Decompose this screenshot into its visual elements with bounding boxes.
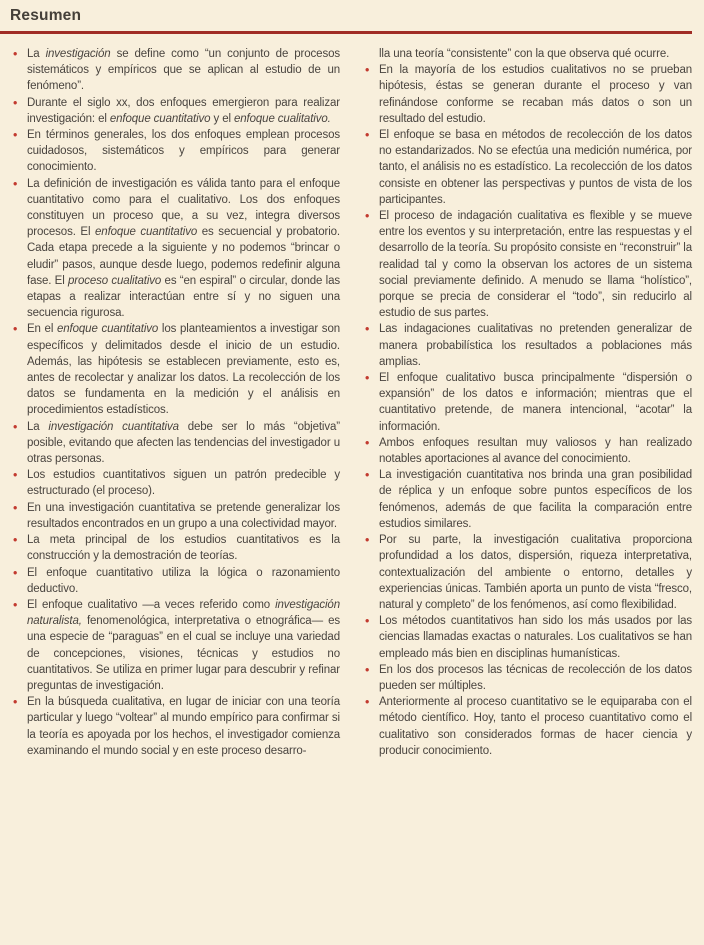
bullet-icon: • xyxy=(13,128,18,143)
page-title: Resumen xyxy=(10,7,82,24)
list-item xyxy=(362,127,692,208)
list-item xyxy=(362,467,692,532)
bullet-icon: • xyxy=(13,468,18,483)
list-item-text: El proceso de indagación cualitativa es flexible y se mueve entre los eventos y su interpretación, entre las respuestas y el desarrollo de la teoría. Su propósito consiste en “reconstruir” la realidad tal y como la observan los actores de un sistema social previamente definido. A menudo se llama “holístico”, porque se precia de considerar el “todo”, sin reducirlo al estudio de sus partes. xyxy=(379,210,692,320)
left-column xyxy=(10,46,340,759)
list-item xyxy=(10,500,340,532)
bullet-icon: • xyxy=(365,695,370,710)
list-item xyxy=(362,532,692,613)
list-item xyxy=(10,694,340,759)
list-item xyxy=(10,467,340,499)
bullet-icon: • xyxy=(13,533,18,548)
title-divider xyxy=(0,31,692,34)
bullet-icon: • xyxy=(13,597,18,612)
list-item-text: Los estudios cuantitativos siguen un patrón predecible y estructurado (el proceso). xyxy=(27,469,340,498)
list-item xyxy=(10,597,340,694)
bullet-icon: • xyxy=(365,322,370,337)
list-item-text: La investigación cuantitativa nos brinda una gran posibilidad de réplica y un enfoque sobre puntos específicos de los fenómenos, además de que facilita la comparación entre estudios similares. xyxy=(379,469,692,530)
list-item-text: En una investigación cuantitativa se pretende generalizar los resultados encontrados en un grupo a una colectividad mayor. xyxy=(27,501,340,530)
list-item-text: Ambos enfoques resultan muy valiosos y han realizado notables aportaciones al avance del conocimiento. xyxy=(379,436,692,466)
list-item xyxy=(10,321,340,418)
list-item xyxy=(10,565,340,597)
list-item xyxy=(362,208,692,321)
bullet-icon: • xyxy=(13,419,18,434)
list-item xyxy=(10,95,340,127)
bullet-icon: • xyxy=(13,322,18,337)
list-item-text: El enfoque cualitativo —a veces referido como investigación naturalista, fenomenológica, interpretativa o etnográfica— es una especie de “paraguas” en el cual se incluye una variedad de concepciones, visiones, técnicas y estudios no cuantitativos. Se utiliza en primer lugar para descubrir y refinar preguntas de investigación. xyxy=(27,598,340,692)
bullet-icon: • xyxy=(365,533,370,548)
list-item-text: La meta principal de los estudios cuantitativos es la construcción y la demostración de teorías. xyxy=(27,534,340,563)
list-item xyxy=(362,46,692,62)
list-item-text: lla una teoría “consistente” con la que observa qué ocurre. xyxy=(379,48,670,60)
list-item xyxy=(362,694,692,759)
bullet-icon: • xyxy=(365,209,370,224)
list-item xyxy=(10,176,340,322)
list-item-text: Por su parte, la investigación cualitativa proporciona profundidad a los datos, dispersión, riqueza interpretativa, contextualización del ambiente o entorno, detalles y experiencias únicas. También aporta un punto de vista “fresco, natural y completo” de los fenómenos, así como flexibilidad. xyxy=(379,534,692,611)
bullet-icon: • xyxy=(365,371,370,386)
list-item-text: En la mayoría de los estudios cualitativos no se prueban hipótesis, éstas se generan durante el proceso y van refinándose conforme se recaban más datos o son un resultado del estudio. xyxy=(379,64,692,125)
list-item xyxy=(362,62,692,127)
list-item-text: El enfoque cualitativo busca principalmente “dispersión o expansión” de los datos e información; mientras que el cuantitativo pretende, de manera intencional, “acotar” la información. xyxy=(379,372,692,433)
list-item-text: En el enfoque cuantitativo los planteamientos a investigar son específicos y delimitados desde el inicio de un estudio. Además, las hipótesis se establecen previamente, esto es, antes de recolectar y analizar los datos. La recolección de los datos se fundamenta en la medición y el análisis en procedimientos estadísticos. xyxy=(27,323,340,417)
list-item-text: Las indagaciones cualitativas no pretenden generalizar de manera probabilística los resultados a poblaciones más amplias. xyxy=(379,323,692,368)
list-item-text: La investigación cuantitativa debe ser lo más “objetiva” posible, evitando que afecten las tendencias del investigador u otras personas. xyxy=(27,420,340,466)
list-item-text: Durante el siglo xx, dos enfoques emergieron para realizar investigación: el enfoque cuantitativo y el enfoque cualitativo. xyxy=(27,96,340,125)
bullet-icon: • xyxy=(13,47,18,61)
bullet-icon: • xyxy=(365,614,370,629)
list-item xyxy=(10,46,340,95)
list-item-text: Anteriormente al proceso cuantitativo se le equiparaba con el método científico. Hoy, tanto el proceso cuantitativo como el cualitativo son considerados formas de hacer ciencia y producir conocimiento. xyxy=(379,696,692,757)
bullet-icon: • xyxy=(13,176,18,191)
summary-two-columns xyxy=(10,46,692,759)
bullet-icon: • xyxy=(365,63,370,78)
list-item-text: El enfoque se basa en métodos de recolección de los datos no estandarizados. No se efectúa una medición numérica, por tanto, el análisis no es estadístico. La recolección de los datos consiste en obtener las perspectivas y puntos de vista de los participantes. xyxy=(379,129,692,206)
list-item xyxy=(362,321,692,370)
bullet-icon: • xyxy=(13,695,18,710)
list-item xyxy=(362,435,692,467)
bullet-icon: • xyxy=(365,468,370,483)
list-item-text: Los métodos cuantitativos han sido los más usados por las ciencias llamadas exactas o naturales. Los cualitativos se han empleado más bien en disciplinas humanísticas. xyxy=(379,615,692,660)
list-item-text: En términos generales, los dos enfoques emplean procesos cuidadosos, sistemáticos y empíricos para generar conocimiento. xyxy=(27,129,340,174)
list-item xyxy=(362,370,692,435)
list-item-text: El enfoque cuantitativo utiliza la lógica o razonamiento deductivo. xyxy=(27,566,340,595)
bullet-icon: • xyxy=(365,128,370,143)
list-item-text: La investigación se define como “un conjunto de procesos sistemáticos y empíricos que se aplican al estudio de un fenómeno”. xyxy=(27,48,340,93)
right-column xyxy=(362,46,692,759)
list-item xyxy=(10,532,340,564)
list-item xyxy=(362,613,692,662)
list-item-text: En la búsqueda cualitativa, en lugar de iniciar con una teoría particular y luego “voltear” al mundo empírico para confirmar si la teoría es apoyada por los hechos, el investigador comienza examinando el mundo social y en este proceso desarro- xyxy=(27,696,340,757)
list-item-text: En los dos procesos las técnicas de recolección de los datos pueden ser múltiples. xyxy=(379,663,692,692)
bullet-icon: • xyxy=(365,435,370,450)
bullet-icon: • xyxy=(13,500,18,515)
bullet-icon: • xyxy=(13,565,18,580)
list-item xyxy=(362,662,692,694)
list-item xyxy=(10,127,340,176)
list-item xyxy=(10,419,340,468)
bullet-icon: • xyxy=(365,662,370,677)
bullet-icon: • xyxy=(13,95,18,110)
page-header xyxy=(10,7,692,34)
list-item-text: La definición de investigación es válida tanto para el enfoque cuantitativo como para el cualitativo. Los dos enfoques constituyen un proceso que, a su vez, integra diversos procesos. El enfoque cuantitativo es secuencial y probatorio. Cada etapa precede a la siguiente y no podemos “brincar o eludir” pasos, aunque desde luego, podemos redefinir alguna fase. El proceso cualitativo es “en espiral” o circular, donde las etapas a realizar interactúan entre sí y no siguen una secuencia rigurosa. xyxy=(27,177,340,320)
